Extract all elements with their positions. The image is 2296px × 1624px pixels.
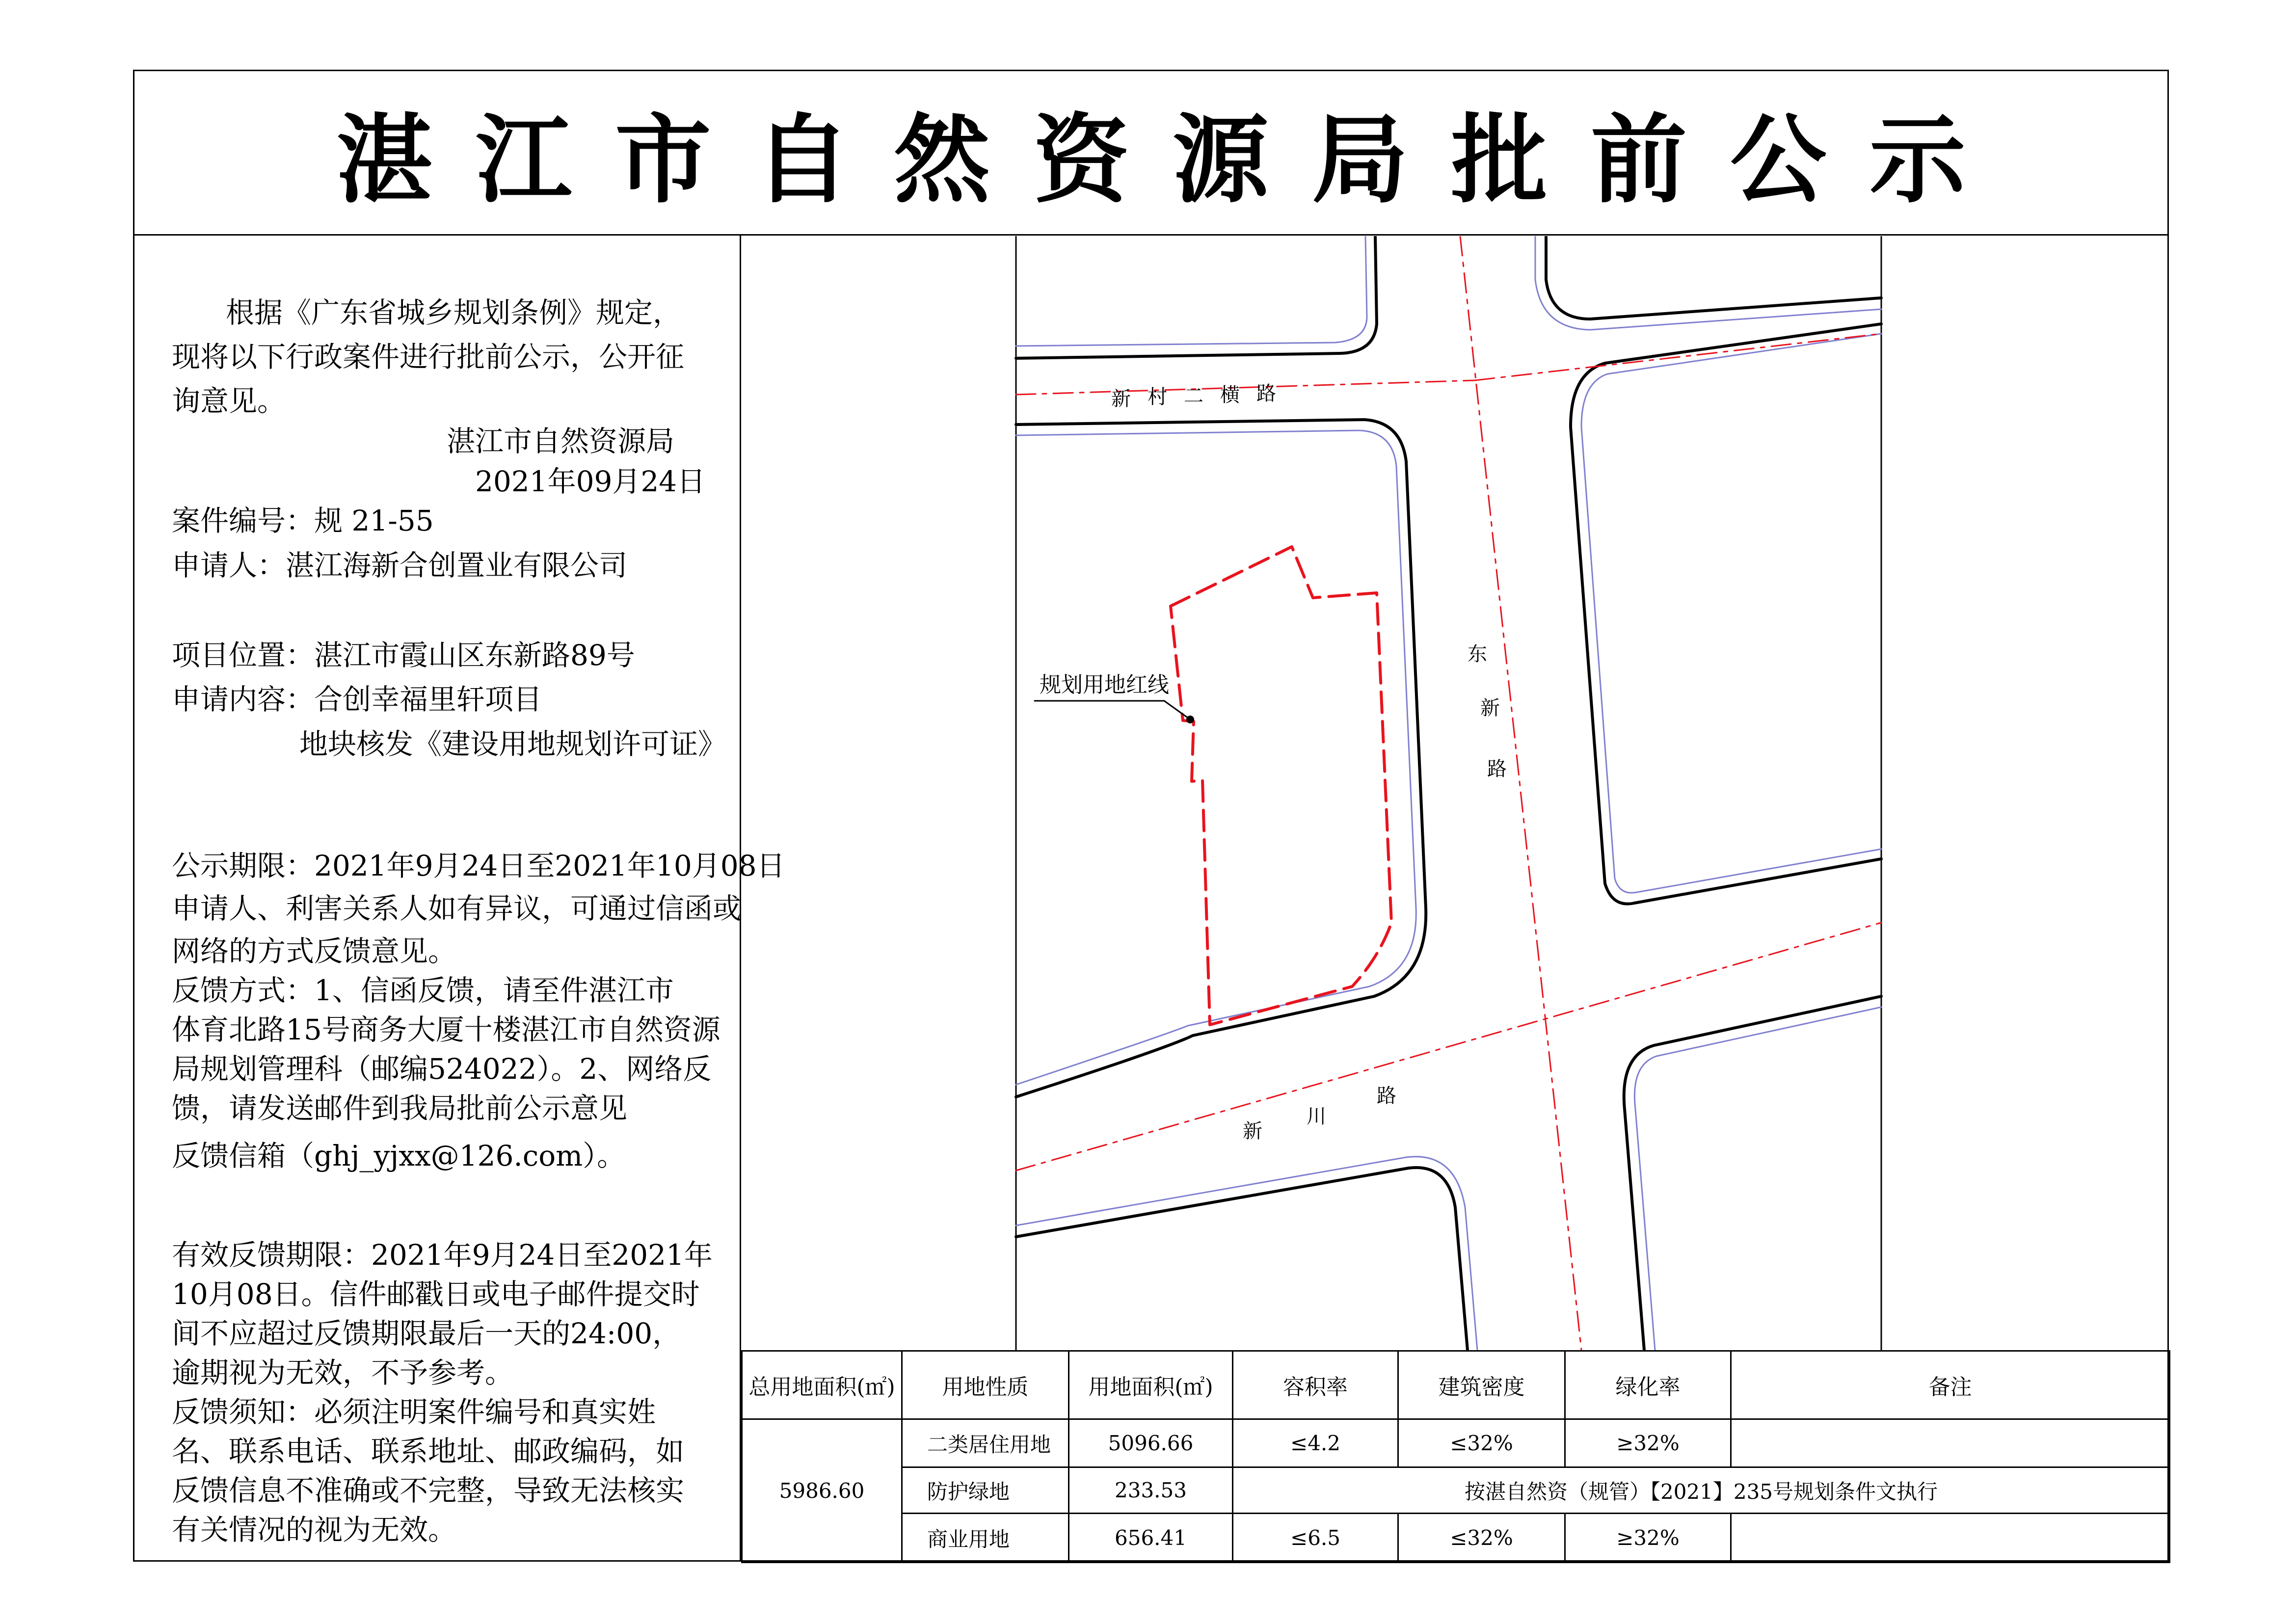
road-label-east-1: 东 — [1468, 643, 1487, 666]
header-green-rate: 绿化率 — [1565, 1351, 1731, 1419]
road-label-south-2: 川 — [1307, 1105, 1326, 1128]
row-3-density: ≤32% — [1398, 1514, 1565, 1563]
row-3-note — [1731, 1514, 2170, 1563]
site-plan-map — [741, 236, 2169, 1350]
page-title: 湛江市自然资源局批前公示 — [336, 104, 2009, 216]
period-line-3: 网络的方式反馈意见。 — [172, 934, 457, 968]
content-line-2: 地块核发《建设用地规划许可证》 — [299, 727, 727, 761]
case-number: 案件编号：规 21-55 — [172, 504, 434, 537]
header-area: 用地面积(㎡) — [1069, 1351, 1233, 1419]
road-label-north-1: 新 — [1111, 388, 1131, 410]
row-1-density: ≤32% — [1398, 1419, 1565, 1467]
row-2-use: 防护绿地 — [902, 1467, 1069, 1514]
row-1-area: 5096.66 — [1069, 1419, 1233, 1467]
header-note: 备注 — [1731, 1351, 2170, 1419]
redline-callout-label: 规划用地红线 — [1040, 672, 1169, 697]
row-3-area: 656.41 — [1069, 1514, 1233, 1563]
period-line-4: 反馈方式：1、信函反馈，请至件湛江市 — [172, 974, 674, 1007]
issuer: 湛江市自然资源局 — [447, 425, 675, 458]
row-3-green: ≥32% — [1565, 1514, 1731, 1563]
header-land-use: 用地性质 — [902, 1351, 1069, 1419]
feedback-line-3: 间不应超过反馈期限最后一天的24:00， — [172, 1317, 681, 1350]
feedback-line-6: 名、联系电话、联系地址、邮政编码，如 — [172, 1435, 685, 1468]
intro-line-3: 询意见。 — [172, 384, 286, 418]
header-far: 容积率 — [1233, 1351, 1398, 1419]
content-line-1: 申请内容：合创幸福里轩项目 — [172, 683, 542, 716]
feedback-line-7: 反馈信息不准确或不完整，导致无法核实 — [172, 1474, 685, 1507]
feedback-line-2: 10月08日。信件邮戳日或电子邮件提交时 — [172, 1278, 700, 1311]
period-line-1: 公示期限：2021年9月24日至2021年10月08日 — [172, 849, 785, 882]
period-line-6: 局规划管理科（邮编524022）。2、网络反 — [172, 1052, 712, 1086]
table-header-row — [742, 1351, 2170, 1419]
row-2-area: 233.53 — [1069, 1467, 1233, 1514]
feedback-line-5: 反馈须知：必须注明案件编号和真实姓 — [172, 1395, 656, 1429]
road-label-north-2: 村 — [1148, 386, 1167, 408]
feedback-line-8: 有关情况的视为无效。 — [172, 1513, 457, 1546]
total-area-cell: 5986.60 — [742, 1419, 902, 1563]
intro-line-2: 现将以下行政案件进行批前公示，公开征 — [172, 340, 685, 373]
feedback-line-1: 有效反馈期限：2021年9月24日至2021年 — [172, 1238, 713, 1272]
project-location: 项目位置：湛江市霞山区东新路89号 — [172, 639, 635, 672]
table-row — [742, 1467, 2170, 1514]
header-total-area: 总用地面积(㎡) — [742, 1351, 902, 1419]
issue-date: 2021年09月24日 — [475, 465, 706, 498]
row-1-use: 二类居住用地 — [902, 1419, 1069, 1467]
row-1-note — [1731, 1419, 2170, 1467]
intro-line-1: 根据《广东省城乡规划条例》规定， — [226, 296, 682, 329]
period-line-5: 体育北路15号商务大厦十楼湛江市自然资源 — [172, 1013, 721, 1046]
row-3-use: 商业用地 — [902, 1514, 1069, 1563]
road-label-north-3: 二 — [1184, 385, 1203, 407]
land-use-table — [741, 1350, 2170, 1563]
period-line-2: 申请人、利害关系人如有异议，可通过信函或 — [172, 892, 742, 925]
header-density: 建筑密度 — [1398, 1351, 1565, 1419]
road-label-south-3: 路 — [1377, 1085, 1396, 1107]
road-label-east-3: 路 — [1487, 758, 1507, 780]
feedback-line-4: 逾期视为无效，不予参考。 — [172, 1356, 514, 1389]
feedback-email: 反馈信箱（ghj_yjxx@126.com）。 — [172, 1139, 626, 1172]
road-label-south-1: 新 — [1243, 1120, 1262, 1143]
period-line-7: 馈，请发送邮件到我局批前公示意见 — [172, 1092, 628, 1125]
row-1-far: ≤4.2 — [1233, 1419, 1398, 1467]
road-label-north-4: 横 — [1220, 384, 1240, 406]
row-3-far: ≤6.5 — [1233, 1514, 1398, 1563]
road-label-east-2: 新 — [1480, 697, 1500, 719]
table-row — [742, 1514, 2170, 1563]
row-1-green: ≥32% — [1565, 1419, 1731, 1467]
row-2-merged-note: 按湛自然资（规管）【2021】235号规划条件文执行 — [1233, 1467, 2170, 1514]
applicant: 申请人：湛江海新合创置业有限公司 — [172, 549, 628, 582]
road-label-north-5: 路 — [1256, 382, 1276, 405]
title-row — [133, 70, 2169, 236]
table-row — [742, 1419, 2170, 1467]
